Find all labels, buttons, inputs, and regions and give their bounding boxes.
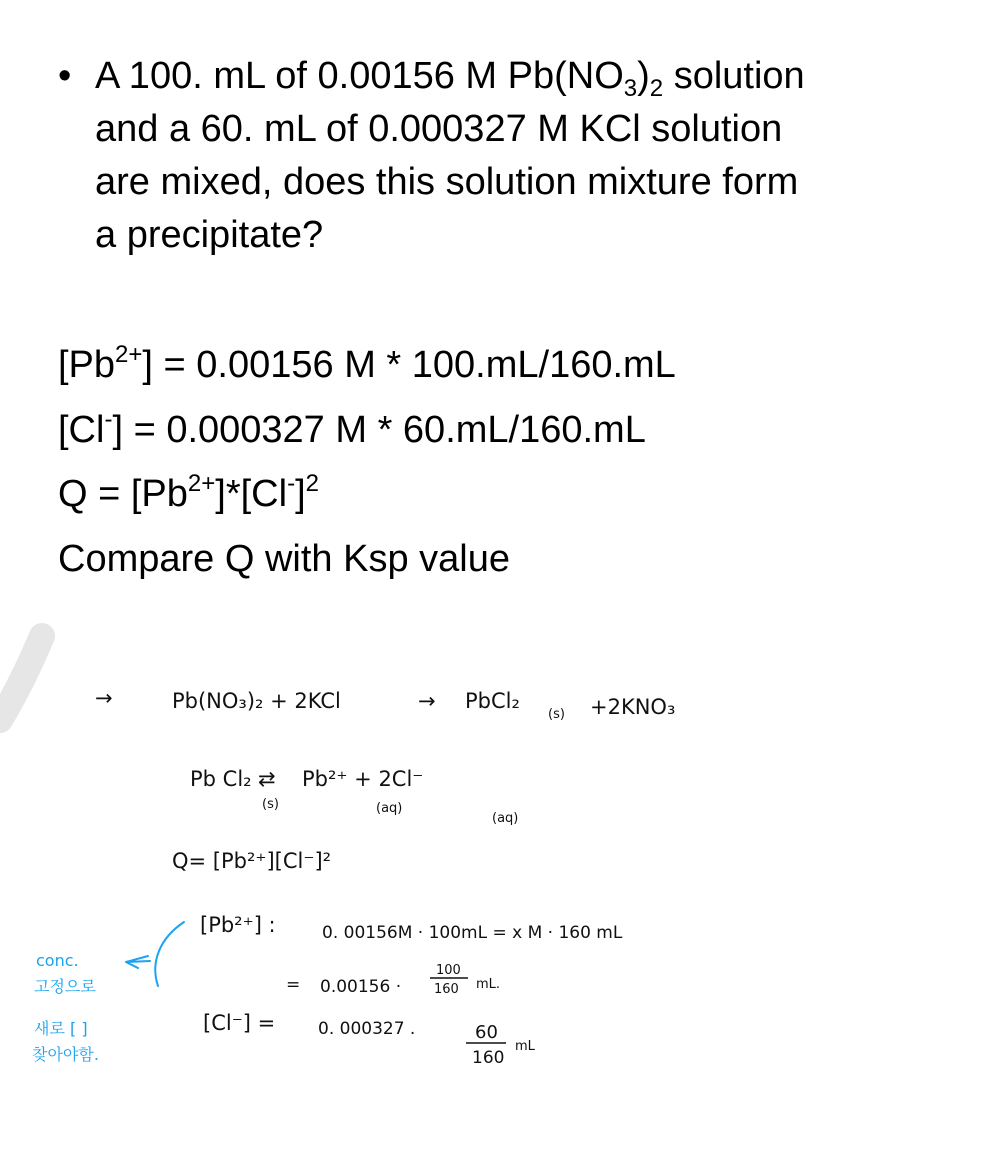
hw-eq1-state: (s) [548, 707, 565, 722]
pb-concentration-line: $[Pb^{2+}] = 0.00156$ M * 100.mL/160.mL [58, 341, 676, 386]
hw-cl-label: [Cl⁻] = [203, 1011, 276, 1035]
hw-eq2-state-aq1: (aq) [376, 801, 403, 816]
hw-frac2-num: 60 [475, 1022, 498, 1043]
bullet-marker: • [58, 55, 72, 97]
hw-unit2: mL [515, 1039, 535, 1054]
hw-eq1-reactants: Pb(NO₃)₂ + 2KCl [172, 689, 341, 713]
hw-frac2-den: 160 [472, 1048, 505, 1068]
hw-pb-dilution: 0. 00156M · 100mL = x M · 160 mL [322, 923, 623, 943]
hw-eq2-state-s: (s) [262, 797, 279, 812]
hw-pb-value: 0.00156 · [320, 977, 402, 997]
hw-cl-value: 0. 000327 . [318, 1019, 416, 1039]
question-line-2: and a 60. mL of 0.000327 M KCl solution [95, 108, 783, 150]
side-note-line-1: conc. [36, 951, 79, 970]
hw-pb-label: [Pb²⁺] : [200, 913, 276, 937]
side-note-line-2: 고정으로 [34, 977, 96, 996]
blue-bracket [155, 922, 184, 986]
compare-line: Compare Q with Ksp value [58, 538, 510, 580]
hw-eq1-byproduct: +2KNO₃ [590, 695, 676, 719]
watermark-arc [0, 636, 42, 720]
hw-frac1-den: 160 [434, 982, 459, 997]
question-line-4: a precipitate? [95, 214, 324, 256]
hw-eq2-arrow: ⇄ [258, 767, 276, 791]
hw-eq2-solid: Pb Cl₂ [190, 767, 252, 791]
hw-q-expression: Q= [Pb²⁺][Cl⁻]² [172, 849, 332, 873]
q-expression-line: $Q = [Pb^{2+}]*[Cl^-]^2$ [58, 470, 319, 515]
hw-lead-arrow: → [95, 686, 113, 710]
hw-unit1: mL. [476, 977, 501, 992]
question-line-1: A 100. mL of 0.00156 M $Pb(NO_3)_2$ solution [95, 55, 805, 102]
hw-eq-sign: = [286, 975, 301, 995]
side-note-line-4: 찾아야함. [32, 1045, 99, 1064]
hw-eq2-state-aq2: (aq) [492, 811, 519, 826]
cl-concentration-line: [Cl-] = 0.000327 M * 60.mL/160.mL [58, 406, 646, 451]
blue-arrow-icon [126, 956, 150, 968]
hw-frac1-num: 100 [436, 963, 461, 978]
hw-eq1-arrow: → [418, 689, 436, 713]
hw-eq2-ions: Pb²⁺ + 2Cl⁻ [302, 767, 424, 791]
side-note-line-3: 새로 [ ] [34, 1019, 88, 1038]
question-line-3: are mixed, does this solution mixture form [95, 161, 799, 203]
hw-eq1-product: PbCl₂ [465, 689, 520, 713]
